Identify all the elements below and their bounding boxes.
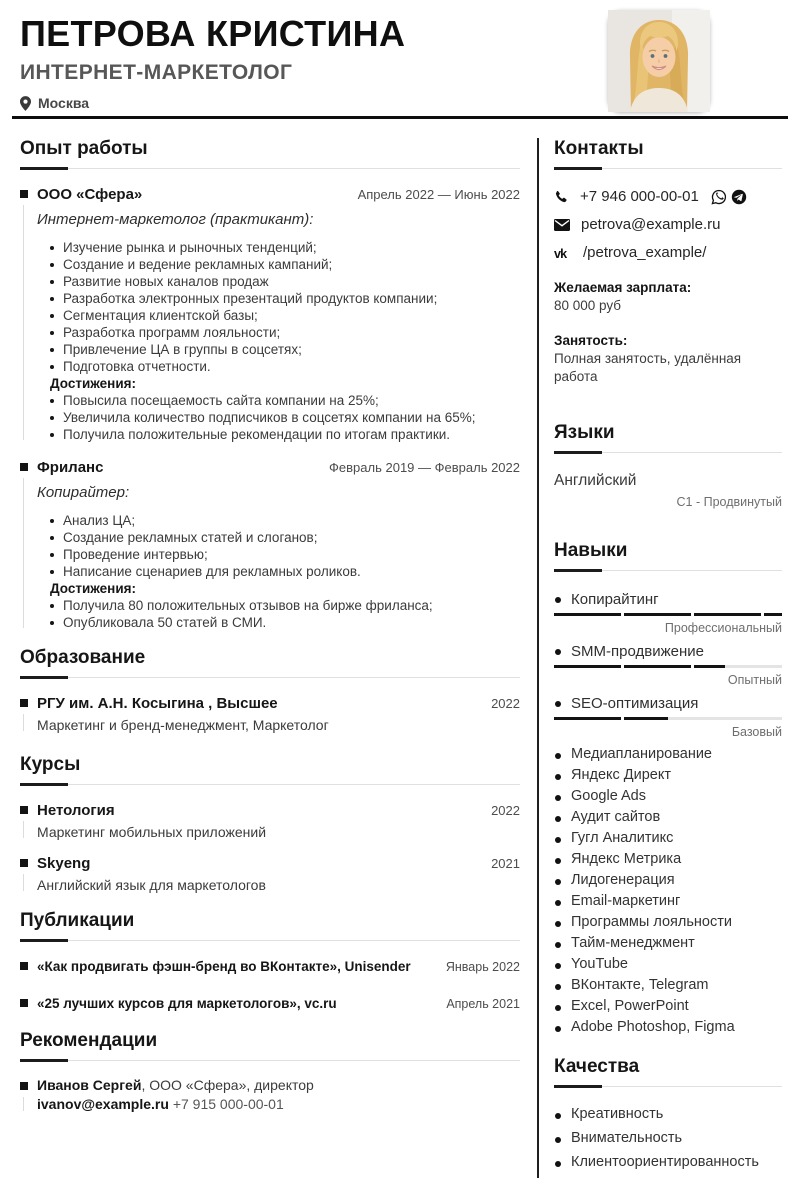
svg-text:vk: vk: [554, 246, 567, 261]
section-qualities: [554, 1056, 782, 1171]
heading-rule: [20, 676, 520, 679]
vk-handle: /petrova_example/: [583, 244, 707, 261]
heading-rule: [20, 167, 520, 170]
duty-item: Подготовка отчетности.: [50, 358, 520, 375]
publication-date: Январь 2022: [445, 960, 520, 974]
header-divider: [12, 116, 788, 119]
duty-item: Создание рекламных статей и слоганов;: [50, 529, 520, 546]
heading-rule: [20, 783, 520, 786]
achievement-item: Повысила посещаемость сайта компании на 25%;: [50, 392, 520, 409]
heading-rule: [554, 167, 782, 170]
heading-rule: [20, 939, 520, 942]
portrait-illustration: [608, 10, 710, 112]
publication-entry: [20, 993, 520, 1014]
section-languages: [554, 422, 782, 510]
email-address: petrova@example.ru: [581, 216, 721, 233]
achievement-item: Опубликовала 50 статей в СМИ.: [50, 614, 520, 631]
course-name: Английский язык для маркетологов: [37, 877, 266, 893]
language-row: [554, 472, 782, 490]
skill-level-bar: [554, 613, 782, 616]
salary-label: Желаемая зарплата:: [554, 280, 692, 295]
course-entry: [20, 853, 520, 894]
skill-level-bar: [554, 665, 782, 668]
language-name: Английский: [554, 472, 637, 489]
phone-number: +7 946 000-00-01: [580, 188, 699, 205]
skill-item: Google Ads: [554, 788, 782, 805]
duty-item: Привлечение ЦА в группы в соцсетях;: [50, 341, 520, 358]
recommendation-entry: [20, 1076, 520, 1114]
duty-item: Сегментация клиентской базы;: [50, 307, 520, 324]
skill-level-bar: [554, 717, 782, 720]
publication-entry: [20, 956, 520, 977]
role-title: Копирайтер:: [37, 484, 130, 501]
vk-row: [554, 244, 782, 262]
section-contacts: [554, 138, 782, 386]
achievements-label: Достижения:: [50, 376, 136, 391]
location-pin-icon: [20, 96, 31, 111]
qualities-list: [554, 1106, 782, 1171]
section-publications: [20, 910, 520, 1014]
skills-list: [554, 746, 782, 1036]
graduation-year: 2022: [491, 696, 520, 711]
duty-item: Развитие новых каналов продаж: [50, 273, 520, 290]
referee-details: , ООО «Сфера», директор: [141, 1077, 314, 1093]
achievement-item: Увеличила количество подписчиков в соцсетях компании на 65%;: [50, 409, 520, 426]
whatsapp-icon: [711, 189, 727, 205]
education-entry: [20, 693, 520, 734]
role-title: Интернет-маркетолог (практикант):: [37, 211, 314, 228]
skill-level-label: Базовый: [731, 725, 782, 739]
qualities-heading: Качества: [554, 1056, 640, 1077]
section-skills: [554, 540, 782, 1036]
course-year: 2022: [491, 803, 520, 818]
skill-item: Медиапланирование: [554, 746, 782, 763]
referee-name: Иванов Сергей: [37, 1077, 142, 1093]
achievements-list: [50, 392, 520, 443]
skill-item: Яндекс Метрика: [554, 851, 782, 868]
company-name: Фриланс: [37, 459, 104, 476]
telegram-icon: [731, 189, 747, 205]
heading-rule: [554, 451, 782, 454]
degree-details: Маркетинг и бренд-менеджмент, Маркетолог: [37, 717, 329, 733]
quality-item: Внимательность: [554, 1130, 782, 1147]
contacts-heading: Контакты: [554, 138, 644, 159]
work-period: Февраль 2019 — Февраль 2022: [329, 460, 520, 475]
recommendations-heading: Рекомендации: [20, 1030, 158, 1051]
school-name: РГУ им. А.Н. Косыгина , Высшее: [37, 695, 278, 712]
avatar: [608, 10, 710, 112]
skill-item: Аудит сайтов: [554, 809, 782, 826]
salary-value: 80 000 руб: [554, 298, 622, 313]
skill-item: YouTube: [554, 956, 782, 973]
referee-email: ivanov@example.ru: [37, 1096, 169, 1112]
skill-item: Excel, PowerPoint: [554, 998, 782, 1015]
duty-item: Разработка электронных презентаций продуктов компании;: [50, 290, 520, 307]
experience-entry: [20, 184, 520, 443]
envelope-icon: [554, 219, 570, 231]
achievement-item: Получила положительные рекомендации по итогам практики.: [50, 426, 520, 443]
duties-list: [50, 239, 520, 375]
publication-title: «Как продвигать фэшн-бренд во ВКонтакте», Unisender: [37, 959, 411, 974]
vk-icon: [554, 247, 572, 260]
employment-value: Полная занятость, удалённая работа: [554, 351, 742, 384]
skill-item: Тайм-менеджмент: [554, 935, 782, 952]
duty-item: Создание и ведение рекламных кампаний;: [50, 256, 520, 273]
section-experience: [20, 138, 520, 631]
company-name: ООО «Сфера»: [37, 186, 143, 203]
skill-name: SEO-оптимизация: [554, 694, 782, 713]
section-education: [20, 647, 520, 734]
course-provider: Нетология: [37, 802, 115, 819]
heading-rule: [554, 1085, 782, 1088]
course-name: Маркетинг мобильных приложений: [37, 824, 267, 840]
referee-phone: +7 915 000-00-01: [172, 1096, 284, 1112]
heading-rule: [20, 1059, 520, 1062]
publication-title: «25 лучших курсов для маркетологов», vc.ru: [37, 996, 337, 1011]
location-label: Москва: [38, 95, 90, 111]
duty-item: Написание сценариев для рекламных роликов.: [50, 563, 520, 580]
phone-icon: [554, 190, 569, 205]
quality-item: Клиентоориентированность: [554, 1154, 782, 1171]
achievements-label: Достижения:: [50, 581, 136, 596]
rated-skill: [554, 694, 782, 740]
duty-item: Изучение рынка и рыночных тенденций;: [50, 239, 520, 256]
page-title: ПЕТРОВА КРИСТИНА: [20, 13, 406, 54]
duty-item: Проведение интервью;: [50, 546, 520, 563]
languages-heading: Языки: [554, 422, 615, 443]
section-courses: [20, 754, 520, 894]
skill-name: SMM-продвижение: [554, 642, 782, 661]
phone-row: [554, 188, 782, 206]
experience-entry: [20, 457, 520, 631]
publication-date: Апрель 2021: [446, 997, 520, 1011]
duty-item: Анализ ЦА;: [50, 512, 520, 529]
sidebar: [537, 138, 800, 1178]
language-level-label: C1 - Продвинутый: [676, 495, 782, 509]
skill-level-label: Опытный: [727, 673, 782, 687]
main-column: [20, 138, 520, 1178]
email-row: [554, 216, 782, 234]
education-heading: Образование: [20, 647, 146, 668]
skill-item: ВКонтакте, Telegram: [554, 977, 782, 994]
course-year: 2021: [491, 856, 520, 871]
achievement-item: Получила 80 положительных отзывов на бирже фриланса;: [50, 597, 520, 614]
rated-skill: [554, 590, 782, 636]
skill-item: Программы лояльности: [554, 914, 782, 931]
skill-level-label: Профессиональный: [664, 621, 782, 635]
duties-list: [50, 512, 520, 580]
job-title: ИНТЕРНЕТ-МАРКЕТОЛОГ: [20, 61, 293, 84]
quality-item: Креативность: [554, 1106, 782, 1123]
skill-item: Гугл Аналитикс: [554, 830, 782, 847]
skills-heading: Навыки: [554, 540, 628, 561]
skill-item: Adobe Photoshop, Figma: [554, 1019, 782, 1036]
courses-heading: Курсы: [20, 754, 81, 775]
skill-item: Яндекс Директ: [554, 767, 782, 784]
experience-heading: Опыт работы: [20, 138, 148, 159]
duty-item: Разработка программ лояльности;: [50, 324, 520, 341]
work-period: Апрель 2022 — Июнь 2022: [357, 187, 520, 202]
rated-skill: [554, 642, 782, 688]
heading-rule: [554, 569, 782, 572]
skill-name: Копирайтинг: [554, 590, 782, 609]
skill-item: Лидогенерация: [554, 872, 782, 889]
achievements-list: [50, 597, 520, 631]
course-entry: [20, 800, 520, 841]
skill-item: Email-маркетинг: [554, 893, 782, 910]
employment-label: Занятость:: [554, 333, 628, 348]
course-provider: Skyeng: [37, 855, 91, 872]
section-recommendations: [20, 1030, 520, 1114]
publications-heading: Публикации: [20, 910, 135, 931]
